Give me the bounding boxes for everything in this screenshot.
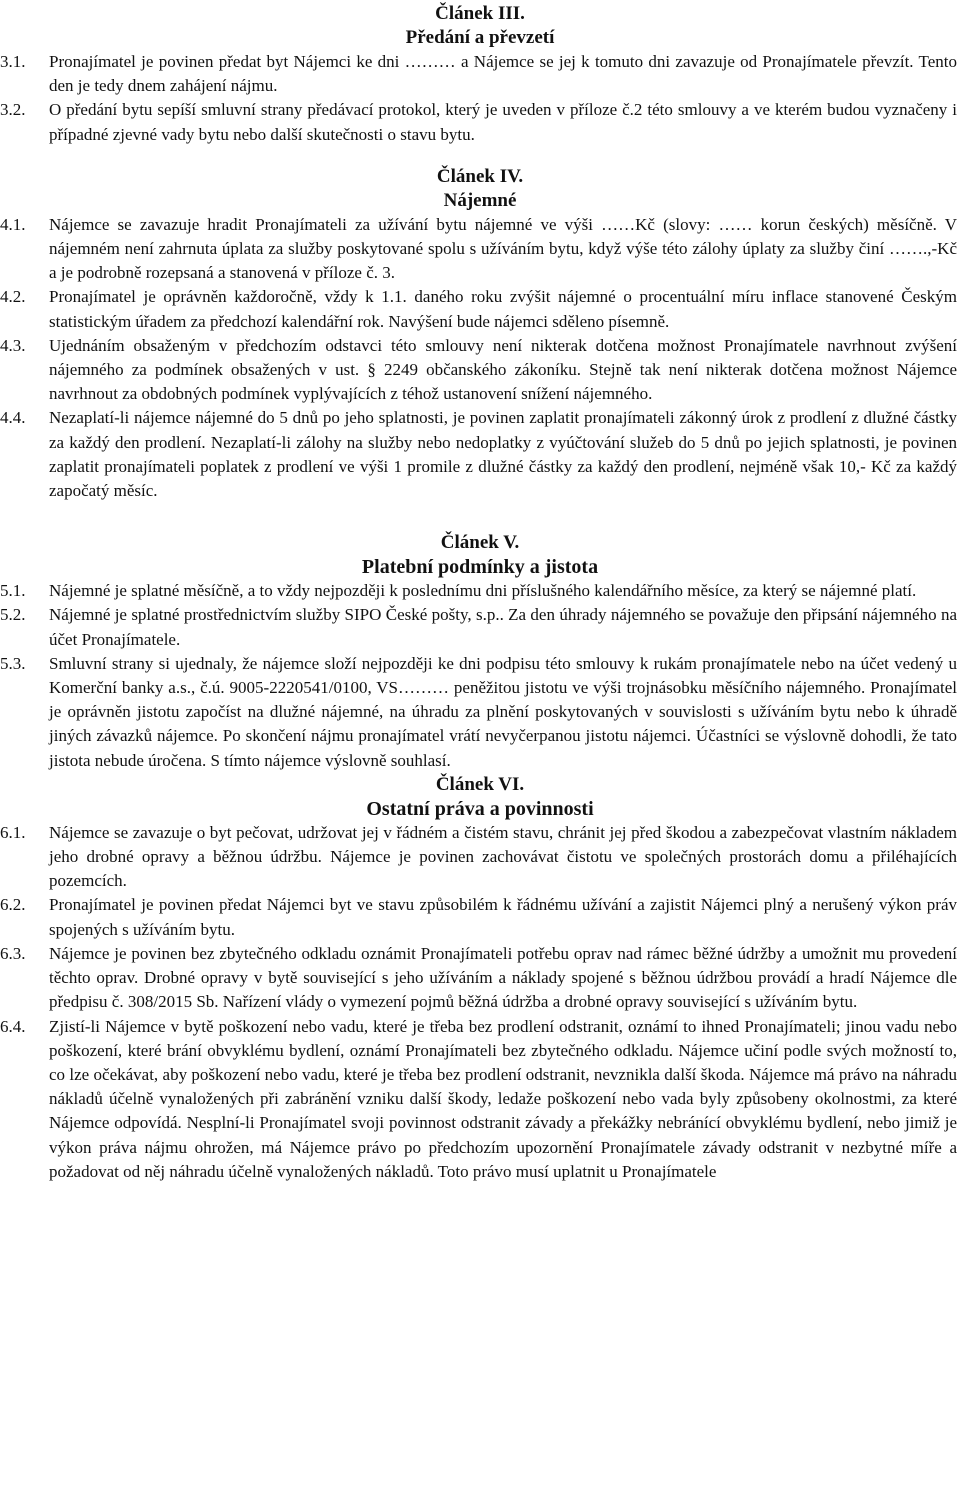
article-5-subtitle: Platební podmínky a jistota (361, 556, 599, 579)
clause-number: 6.4. (0, 1016, 26, 1036)
article-3 (0, 2, 960, 147)
clause-number: 4.4. (0, 408, 26, 428)
clause-5-3 (0, 652, 960, 773)
clause-4-2 (0, 285, 960, 333)
clause-number: 4.1. (0, 214, 26, 234)
clause-number: 3.1. (0, 52, 26, 71)
clause-text: Nezaplatí-li nájemce nájemné do 5 dnů po jeho splatnosti, je povinen zaplatit pronajímateli zákonný úrok z prodlení z dlužné částky za každý den prodlení. Nezaplatí-li zálohy na služby nebo nedoplatky z vyúčtování služeb do 5 dnů po jejich splatnosti, je povinen zaplatit pronajímateli poplatek z prodlení ve výši 1 promile z dlužné částky za každý den prodlení, nejméně však 10,- Kč za každý započatý měsíc. (49, 408, 957, 501)
article-6 (0, 773, 960, 1184)
clause-6-2 (0, 893, 960, 941)
article-4 (0, 165, 960, 503)
clause-text: Nájemce je povinen bez zbytečného odkladu oznámit Pronajímateli potřebu oprav nad rámec běžné údržby a umožnit mu provedení těchto oprav. Drobné opravy v bytě související s jeho užíváním a náklady spojené s běžnou údržbou provádí a hradí Nájemce dle předpisu č. 308/2015 Sb. Nařízení vlády o vymezení pojmů běžná údržba a drobné opravy související s užíváním bytu. (49, 943, 957, 1012)
article-5 (0, 531, 960, 773)
clause-number: 6.3. (0, 943, 26, 963)
article-4-subtitle: Nájemné (443, 189, 517, 211)
clause-text: Zjistí-li Nájemce v bytě poškození nebo vadu, které je třeba bez prodlení odstranit, oznámí to ihned Pronajímateli; jinou vadu nebo poškození, které brání obvyklému bydlení, oznámí Pronajímateli bez zbytečného odkladu. Nájemce učiní podle svých možností to, co lze očekávat, aby poškození nebo vadu, které je třeba bez prodlení odstranit, nevznikla další škoda. Nájemce má právo na náhradu nákladů účelně vynaložených při zabránění vzniku další škody, ledaže poškození nebo vada byly způsobeny okolnostmi, za které Nájemce odpovídá. Nesplní-li Pronajímatel svoji povinnost odstranit závady a překážky nebránící obvyklému bydlení, nebo jimiž je výkon práva nájmu ohrožen, má Nájemce právo po předchozím upozornění Pronajímatele závady odstranit v nezbytné míře a požadovat od něj náhradu účelně vynaložených nákladů. Toto právo musí uplatnit u Pronajímatele (49, 1016, 957, 1181)
clause-5-1 (0, 579, 960, 603)
clause-number: 5.2. (0, 605, 26, 625)
clause-text: O předání bytu sepíší smluvní strany předávací protokol, který je uveden v příloze č.2 této smlouvy a ve kterém budou vyznačeny i případné zjevné vady bytu nebo další skutečnosti o stavu bytu. (49, 100, 957, 144)
clause-6-4 (0, 1015, 960, 1184)
clause-text: Smluvní strany si ujednaly, že nájemce složí nejpozději ke dni podpisu této smlouvy k rukám pronajímatele nebo na účet vedený u Komerční banky a.s., č.ú. 9005-2220541/0100, VS……… peněžitou jistotu ve výši trojnásobku měsíčního nájemného. Pronajímatel je oprávněn jistotu započíst na dlužné nájemné, na úhradu za plnění poskytovaných v souvislosti s užíváním bytu nebo k úhradě jiných závazků nájemce. Po skončení nájmu pronajímatel vrátí nevyčerpanou jistotu nájemci. Účastníci se výslovně dohodli, že tato jistota nebude úročena. S tímto nájemce výslovně souhlasí. (49, 653, 957, 770)
clause-text: Nájemné je splatné měsíčně, a to vždy nejpozději k poslednímu dni příslušného kalendářního měsíce, za který se nájemné platí. (49, 581, 917, 601)
clause-text: Pronajímatel je oprávněn každoročně, vždy k 1.1. daného roku zvýšit nájemné o procentuální míru inflace stanovené Českým statistickým úřadem za předchozí kalendářní rok. Navýšení bude nájemci sděleno písemně. (49, 287, 957, 331)
article-3-title: Článek III. (435, 3, 525, 24)
clause-3-2 (0, 98, 960, 146)
clause-text: Nájemce se zavazuje o byt pečovat, udržovat jej v řádném a čistém stavu, chránit jej před škodou a zabezpečovat vlastním nákladem jeho drobné opravy a běžnou údržbu. Nájemce je povinen zachovávat čistotu ve společných prostorách domu a přiléhajících pozemcích. (49, 822, 957, 891)
clause-text: Ujednáním obsaženým v předchozím odstavci této smlouvy není nikterak dotčena možnost Pronajímatele navrhnout zvýšení nájemného za podmínek obsažených v ust. § 2249 občanského zákoníku. Stejně tak není nikterak dotčena možnost Nájemce navrhnout za obdobných podmínek vyplývajících z téhož ustanovení snížení nájemného. (49, 335, 957, 404)
clause-6-3 (0, 942, 960, 1015)
clause-text: Nájemce se zavazuje hradit Pronajímateli za užívání bytu nájemné ve výši ……Kč (slovy: …… korun českých) měsíčně. V nájemném není zahrnuta úplata za služby poskytované spolu s užíváním bytu, když výše této zálohy úplaty za služby činí …….,-Kč a je podrobně rozepsaná a stanovená v příloze č. 3. (49, 214, 957, 283)
clause-4-3 (0, 334, 960, 407)
clause-3-1 (0, 50, 960, 98)
clause-number: 5.1. (0, 581, 26, 601)
clause-number: 6.1. (0, 822, 26, 842)
clause-4-1 (0, 213, 960, 286)
article-4-title: Článek IV. (436, 165, 524, 187)
clause-4-4 (0, 406, 960, 503)
clause-text: Pronajímatel je povinen předat byt Nájemci ke dni ……… a Nájemce se jej k tomuto dni zavazuje od Pronajímatele převzít. Tento den je tedy dnem zahájení nájmu. (49, 52, 957, 96)
article-5-title: Článek V. (440, 532, 520, 554)
clause-number: 4.3. (0, 335, 26, 355)
clause-5-2 (0, 603, 960, 651)
article-6-subtitle: Ostatní práva a povinnosti (366, 797, 594, 820)
article-3-subtitle: Předání a převzetí (405, 27, 555, 48)
article-6-title: Článek VI. (435, 773, 525, 795)
clause-text: Nájemné je splatné prostřednictvím služby SIPO České pošty, s.p.. Za den úhrady nájemného se považuje den připsání nájemného na účet Pronajímatele. (49, 605, 957, 649)
clause-6-1 (0, 821, 960, 894)
clause-text: Pronajímatel je povinen předat Nájemci byt ve stavu způsobilém k řádnému užívání a zajistit Nájemci plný a nerušený výkon práv spojených s užíváním bytu. (49, 895, 957, 939)
clause-number: 4.2. (0, 287, 26, 307)
clause-number: 6.2. (0, 895, 26, 915)
clause-number: 5.3. (0, 653, 26, 673)
clause-number: 3.2. (0, 100, 26, 120)
